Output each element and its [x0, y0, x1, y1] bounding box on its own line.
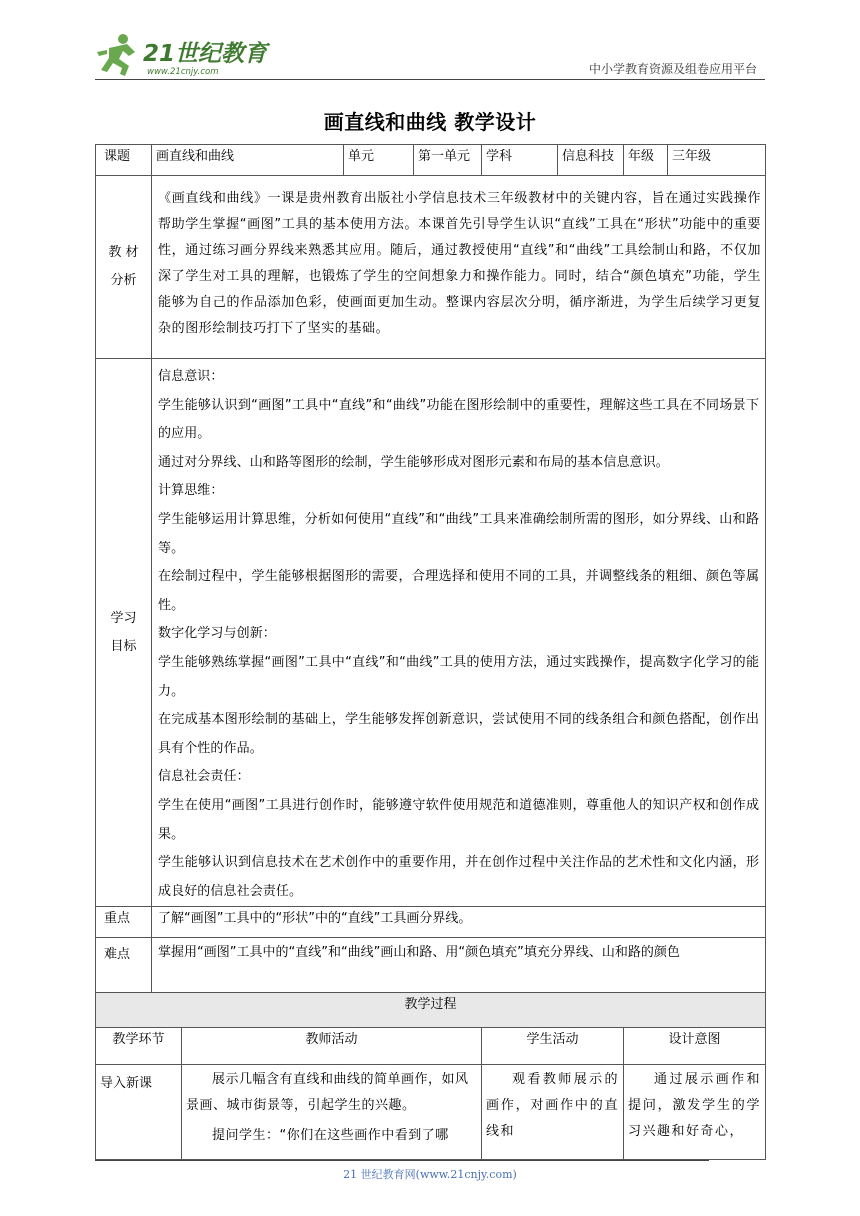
goal-heading: 数字化学习与创新：	[158, 626, 276, 642]
goal-heading: 信息意识：	[158, 369, 224, 384]
process-title: 教学过程	[96, 993, 766, 1028]
goal-item: 学生能够认识到“画图”工具中“直线”和“曲线”功能在图形绘制中的重要性，理解这些工具在不同场景下的应用。	[158, 397, 760, 442]
process-row	[96, 1065, 766, 1160]
goals-label: 学习 目标	[96, 359, 152, 907]
platform-name: 中小学教育资源及组卷应用平台	[588, 62, 757, 76]
document-title: 画直线和曲线 教学设计	[323, 110, 537, 134]
goal-item: 在绘制过程中，学生能够根据图形的需要，合理选择和使用不同的工具，并调整线条的粗细、颜色等属性。	[158, 569, 760, 613]
unit-value: 第一单元	[414, 145, 482, 176]
meta-row	[96, 145, 766, 176]
goal-item: 学生能够熟练掌握“画图”工具中“直线”和“曲线”工具的使用方法，通过实践操作，提高数字化学习的能力。	[158, 654, 760, 699]
grade-label: 年级	[624, 145, 668, 176]
col-student: 学生活动	[482, 1028, 624, 1065]
goals-content	[152, 359, 766, 907]
goal-item: 在完成基本图形绘制的基础上，学生能够发挥创新意识，尝试使用不同的线条组合和颜色搭配，创作出具有个性的作品。	[158, 712, 760, 756]
subject-value: 信息科技	[558, 145, 624, 176]
key-point-text: 了解“画图”工具中的“形状”中的“直线”工具画分界线。	[152, 907, 766, 938]
process-header-row	[96, 1028, 766, 1065]
unit-label: 单元	[344, 145, 414, 176]
lesson-plan-table	[95, 144, 766, 1160]
goal-item: 学生能够认识到信息技术在艺术创作中的重要作用，并在创作过程中关注作品的艺术性和文化内涵，形成良好的信息社会责任。	[158, 855, 760, 899]
analysis-text: 《画直线和曲线》一课是贵州教育出版社小学信息技术三年级教材中的关键内容，旨在通过实践操作帮助学生掌握“画图”工具的基本使用方法。本课首先引导学生认识“直线”工具在“形状”功能中的重要性，通过练习画分界线来熟悉其应用。随后，通过教授使用“直线”和“曲线”工具绘制山和路，不仅加深了学生对工具的理解，也锻炼了学生的空间想象力和操作能力。同时，结合“颜色填充”功能，学生能够为自己的作品添加色彩，使画面更加生动。整课内容层次分明，循序渐进，为学生后续学习更复杂的图形绘制技巧打下了坚实的基础。	[152, 176, 766, 359]
teacher-activity: 展示几幅含有直线和曲线的简单画作，如风景画、城市街景等，引起学生的兴趣。 提问学生：“你们在这些画作中看到了哪	[182, 1065, 482, 1160]
col-teacher: 教师活动	[182, 1028, 482, 1065]
svg-text:www.21cnjy.com: www.21cnjy.com	[147, 67, 219, 77]
key-point-row	[96, 907, 766, 938]
goal-heading: 信息社会责任：	[158, 769, 250, 785]
analysis-label: 教 材 分析	[96, 176, 152, 359]
site-logo	[95, 30, 285, 80]
col-intent: 设计意图	[624, 1028, 766, 1065]
difficult-point-label: 难点	[96, 938, 152, 993]
svg-text:21世纪教育: 21世纪教育	[143, 41, 268, 67]
stage-name: 导入新课	[96, 1065, 182, 1160]
grade-value: 三年级	[668, 145, 766, 176]
course-value: 画直线和曲线	[152, 145, 344, 176]
page-header	[95, 30, 765, 80]
process-title-row	[96, 993, 766, 1028]
difficult-point-text: 掌握用“画图”工具中的“直线”和“曲线”画山和路、用“颜色填充”填充分界线、山和路的颜色	[152, 938, 766, 993]
footer-divider	[95, 1160, 709, 1161]
goals-row	[96, 359, 766, 907]
course-label: 课题	[96, 145, 152, 176]
subject-label: 学科	[482, 145, 558, 176]
page-footer: 21 世纪教育网(www.21cnjy.com)	[343, 1168, 517, 1181]
goal-item: 学生能够运用计算思维，分析如何使用“直线”和“曲线”工具来准确绘制所需的图形，如分界线、山和路等。	[158, 511, 760, 556]
goal-item: 学生在使用“画图”工具进行创作时，能够遵守软件使用规范和道德准则，尊重他人的知识产权和创作成果。	[158, 797, 760, 842]
difficult-point-row	[96, 938, 766, 993]
key-point-label: 重点	[96, 907, 152, 938]
col-stage: 教学环节	[96, 1028, 182, 1065]
student-activity: 观看教师展示的画作，对画作中的直线和	[482, 1065, 624, 1160]
goal-item: 通过对分界线、山和路等图形的绘制，学生能够形成对图形元素和布局的基本信息意识。	[158, 454, 669, 470]
analysis-row	[96, 176, 766, 359]
goal-heading: 计算思维：	[158, 483, 224, 499]
design-intent: 通过展示画作和提问，激发学生的学习兴趣和好奇心，	[624, 1065, 766, 1160]
header-divider	[95, 79, 765, 80]
